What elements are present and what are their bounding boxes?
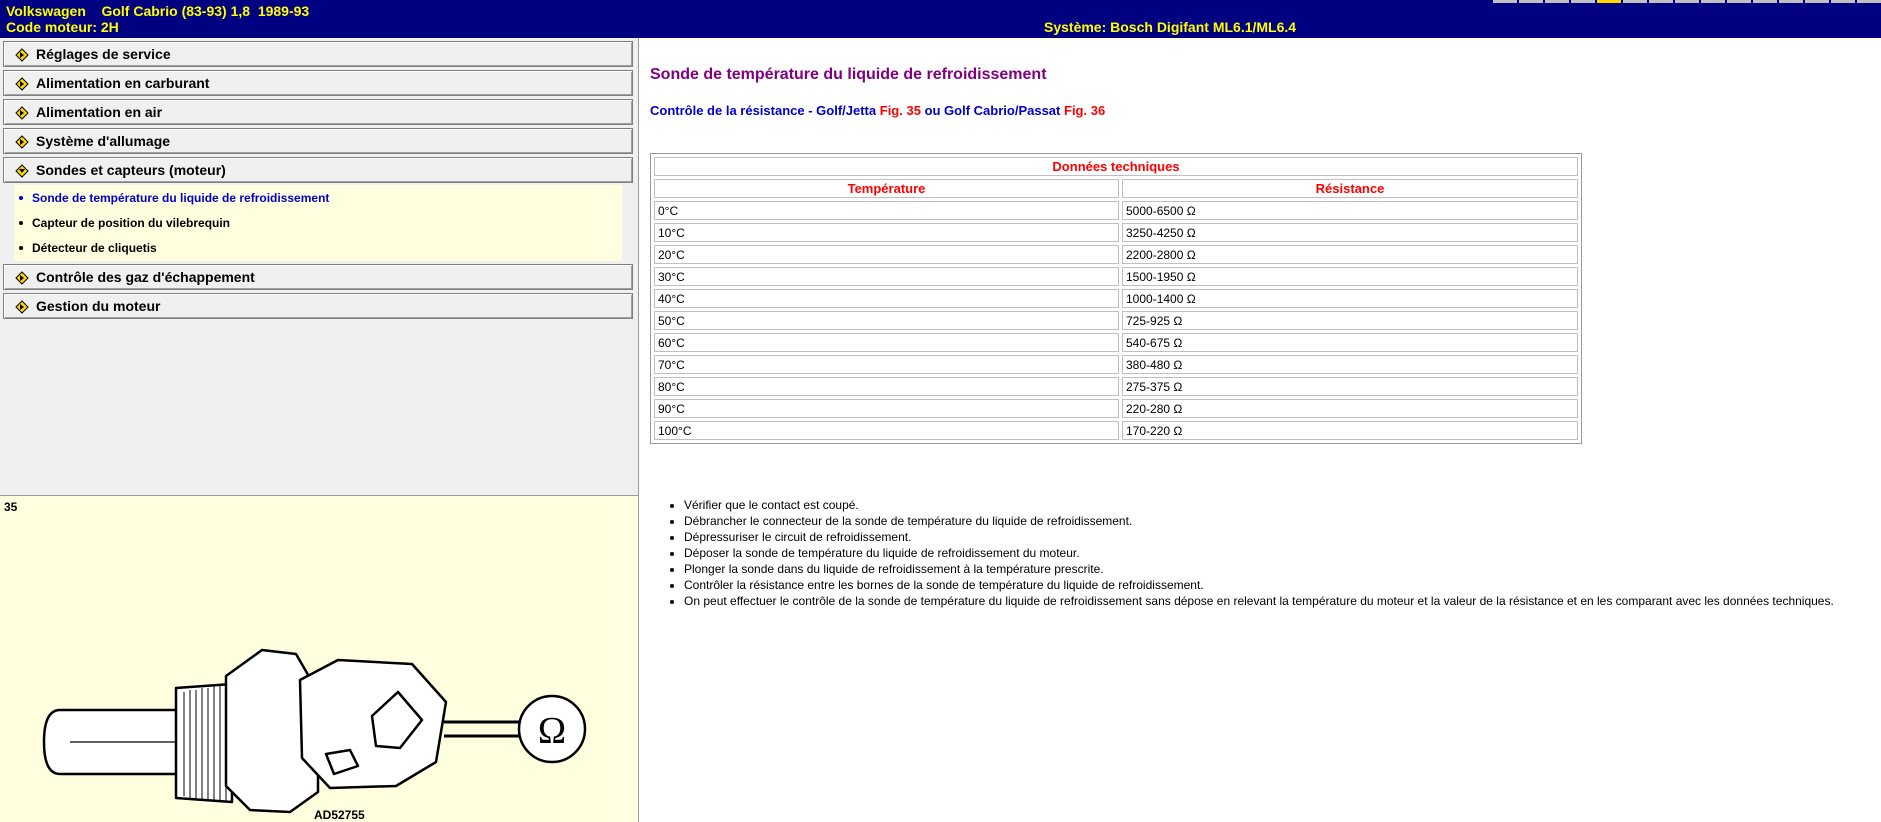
- main-content: [650, 38, 1870, 822]
- table-row: [654, 421, 1578, 440]
- table-row: [654, 377, 1578, 396]
- temperature-cell: 30°C: [654, 267, 1119, 286]
- arrow-right-icon: [14, 270, 30, 286]
- table-row: [654, 399, 1578, 418]
- nav-item-air-supply[interactable]: [3, 99, 633, 125]
- nav-item-sensors-engine[interactable]: [3, 157, 633, 183]
- procedure-step: • Plonger la sonde dans du liquide de refroidissement à la température prescrite.: [684, 561, 1881, 577]
- procedure-step: • Vérifier que le contact est coupé.: [684, 497, 1881, 513]
- procedure-step: • Contrôler la résistance entre les bornes de la sonde de température du liquide de refroidissement.: [684, 577, 1881, 593]
- subtitle-text-a: Contrôle de la résistance - Golf/Jetta: [650, 103, 877, 118]
- procedure-step: • Dépressuriser le circuit de refroidissement.: [684, 529, 1881, 545]
- nav-submenu: [14, 185, 622, 261]
- nav-item-label: Gestion du moteur: [36, 298, 161, 314]
- table-row: [654, 223, 1578, 242]
- nav-item-label: Alimentation en air: [36, 104, 163, 120]
- ohm-symbol: Ω: [537, 710, 567, 752]
- top-tab-strip[interactable]: [1461, 0, 1881, 4]
- figure-code: AD52755: [314, 808, 365, 822]
- procedure-step: • Déposer la sonde de température du liquide de refroidissement du moteur.: [684, 545, 1881, 561]
- vehicle-model: Golf Cabrio (83-93) 1,8 1989-93: [101, 3, 310, 19]
- resistance-cell: 5000-6500 Ω: [1122, 201, 1578, 220]
- top-tab-active[interactable]: [1597, 0, 1621, 3]
- arrow-right-icon: [14, 47, 30, 63]
- table-row: [654, 355, 1578, 374]
- table-caption: Données techniques: [654, 157, 1578, 176]
- top-tab[interactable]: [1545, 0, 1569, 3]
- top-tab[interactable]: [1857, 0, 1881, 3]
- temperature-cell: 90°C: [654, 399, 1119, 418]
- temperature-cell: 80°C: [654, 377, 1119, 396]
- nav-item-label: Réglages de service: [36, 46, 171, 62]
- nav-item-exhaust-control[interactable]: [3, 264, 633, 290]
- table-row: [654, 333, 1578, 352]
- resistance-cell: 220-280 Ω: [1122, 399, 1578, 418]
- nav-item-label: Système d'allumage: [36, 133, 171, 149]
- column-header-temperature: Température: [654, 179, 1119, 198]
- procedure-step: • Débrancher le connecteur de la sonde de température du liquide de refroidissement.: [684, 513, 1881, 529]
- arrow-down-icon: [14, 163, 30, 179]
- resistance-cell: 540-675 Ω: [1122, 333, 1578, 352]
- temperature-cell: 100°C: [654, 421, 1119, 440]
- nav-item-engine-management[interactable]: [3, 293, 633, 319]
- nav-item-fuel-supply[interactable]: [3, 70, 633, 96]
- nav-item-label: Sondes et capteurs (moteur): [36, 162, 226, 178]
- figure-link-36[interactable]: Fig. 36: [1064, 103, 1106, 118]
- temperature-cell: 0°C: [654, 201, 1119, 220]
- top-tab[interactable]: [1623, 0, 1647, 3]
- top-tab[interactable]: [1805, 0, 1829, 3]
- page-title: Sonde de température du liquide de refroidissement: [650, 66, 1047, 83]
- resistance-cell: 725-925 Ω: [1122, 311, 1578, 330]
- temperature-cell: 70°C: [654, 355, 1119, 374]
- system-name: Système: Bosch Digifant ML6.1/ML6.4: [1044, 19, 1297, 35]
- nav-subitem-coolant-temp-sensor[interactable]: [14, 187, 622, 212]
- temperature-cell: 20°C: [654, 245, 1119, 264]
- table-row: [654, 245, 1578, 264]
- app-header: [0, 0, 1881, 38]
- bullet-icon: [19, 221, 23, 225]
- top-tab[interactable]: [1753, 0, 1777, 3]
- vehicle-title: [6, 3, 309, 19]
- figure-link-35[interactable]: Fig. 35: [879, 103, 921, 118]
- figure-number: 35: [4, 500, 18, 514]
- page-subtitle: [650, 103, 1105, 118]
- temperature-cell: 10°C: [654, 223, 1119, 242]
- resistance-cell: 170-220 Ω: [1122, 421, 1578, 440]
- arrow-right-icon: [14, 134, 30, 150]
- nav-subitem-label: Capteur de position du vilebrequin: [32, 216, 231, 230]
- bullet-icon: [19, 196, 23, 200]
- nav-item-service-settings[interactable]: [3, 41, 633, 67]
- temperature-cell: 50°C: [654, 311, 1119, 330]
- top-tab[interactable]: [1831, 0, 1855, 3]
- nav-item-label: Contrôle des gaz d'échappement: [36, 269, 255, 285]
- nav-item-label: Alimentation en carburant: [36, 75, 210, 91]
- arrow-right-icon: [14, 76, 30, 92]
- sidebar-nav: [0, 38, 639, 496]
- table-row: [654, 289, 1578, 308]
- top-tab[interactable]: [1701, 0, 1725, 3]
- temperature-cell: 60°C: [654, 333, 1119, 352]
- bullet-icon: [19, 246, 23, 250]
- table-row: [654, 201, 1578, 220]
- resistance-cell: 275-375 Ω: [1122, 377, 1578, 396]
- resistance-cell: 2200-2800 Ω: [1122, 245, 1578, 264]
- top-tab[interactable]: [1571, 0, 1595, 3]
- top-tab[interactable]: [1727, 0, 1751, 3]
- arrow-right-icon: [14, 299, 30, 315]
- table-row: [654, 311, 1578, 330]
- top-tab[interactable]: [1675, 0, 1699, 3]
- temperature-cell: 40°C: [654, 289, 1119, 308]
- resistance-cell: 1500-1950 Ω: [1122, 267, 1578, 286]
- technical-data-table: [650, 153, 1582, 444]
- nav-subitem-knock-sensor[interactable]: [14, 237, 622, 262]
- column-header-resistance: Résistance: [1122, 179, 1578, 198]
- procedure-step: • On peut effectuer le contrôle de la sonde de température du liquide de refroidissement sans dépose en relevant la température du moteur et la valeur de la résistance et en les comparant avec les données techniques.: [684, 593, 1881, 609]
- nav-subitem-crankshaft-sensor[interactable]: [14, 212, 622, 237]
- subtitle-text-b: ou Golf Cabrio/Passat: [924, 103, 1061, 118]
- nav-subitem-label: Sonde de température du liquide de refroidissement: [32, 191, 330, 205]
- resistance-cell: 1000-1400 Ω: [1122, 289, 1578, 308]
- table-row: [654, 267, 1578, 286]
- figure-panel: [0, 496, 639, 822]
- top-tab[interactable]: [1519, 0, 1543, 3]
- sensor-drawing: [0, 496, 638, 822]
- top-tab[interactable]: [1779, 0, 1803, 3]
- procedure-steps: [666, 497, 1881, 609]
- nav-item-ignition-system[interactable]: [3, 128, 633, 154]
- vehicle-brand: Volkswagen: [6, 3, 86, 19]
- engine-code: Code moteur: 2H: [6, 19, 119, 35]
- top-tab[interactable]: [1493, 0, 1517, 3]
- resistance-cell: 380-480 Ω: [1122, 355, 1578, 374]
- nav-subitem-label: Détecteur de cliquetis: [32, 241, 157, 255]
- arrow-right-icon: [14, 105, 30, 121]
- top-tab[interactable]: [1649, 0, 1673, 3]
- resistance-cell: 3250-4250 Ω: [1122, 223, 1578, 242]
